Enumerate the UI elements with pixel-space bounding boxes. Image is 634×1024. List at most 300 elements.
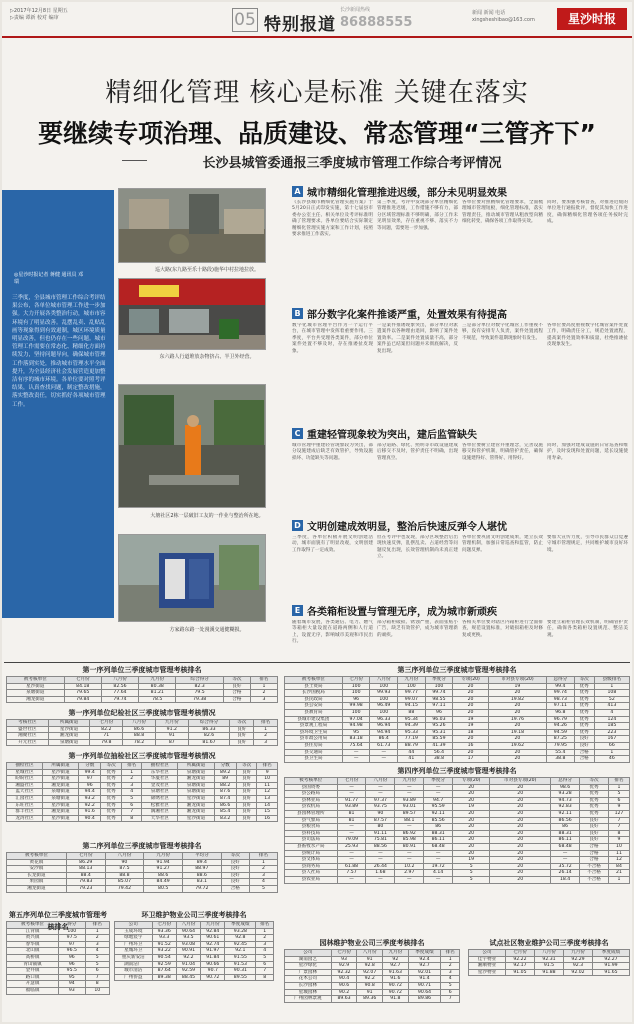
- table-cell: 93.89: [337, 804, 366, 811]
- table-cell: 21: [608, 870, 629, 877]
- table-cell: 10.2: [395, 863, 424, 870]
- table-cell: 优秀: [574, 723, 594, 730]
- table-cell: 93.5: [176, 935, 200, 942]
- table-cell: 100: [370, 683, 398, 690]
- table-cell: 4: [85, 948, 109, 955]
- table-cell: 1: [249, 859, 277, 866]
- table-cell: 县司法局: [285, 837, 338, 844]
- column-header: 排名: [441, 950, 460, 957]
- table-cell: 92.83: [551, 804, 580, 811]
- column-header: 七月份: [331, 950, 357, 957]
- table-cell: 80.38: [139, 683, 176, 690]
- table-cell: 41: [398, 756, 426, 763]
- table-cell: 87.64: [152, 968, 176, 975]
- table-cell: 县文体局: [285, 857, 338, 864]
- table-cell: 县卫生局: [285, 756, 343, 763]
- table-cell: 泉塘街道: [7, 690, 65, 697]
- photo-2-image: [119, 279, 266, 350]
- table-cell: 20: [490, 824, 551, 831]
- table-cell: 优秀: [574, 683, 594, 690]
- table-cell: 55.4: [547, 749, 575, 756]
- column-header: 公司: [285, 950, 332, 957]
- table-row: [285, 850, 630, 857]
- table-cell: 79.42: [105, 885, 144, 892]
- photo-3-image: [119, 385, 266, 508]
- table-cell: 不合格: [580, 876, 609, 883]
- table-cell: 县土资局: [285, 683, 343, 690]
- table-cell: —: [395, 857, 424, 864]
- table-cell: 90.6: [331, 982, 357, 989]
- section-b-col-3: 三是部分单位对数字化城管工作重视不够，没有安排专人负责，案件处置流程不规范，导致案件超期现象时有发生。: [462, 323, 543, 341]
- table-cell: 群丰社区: [7, 809, 43, 816]
- table-row: [285, 843, 630, 850]
- table-cell: 20: [453, 683, 489, 690]
- table-row: [285, 736, 630, 743]
- table-cell: 80: [366, 824, 395, 831]
- table-row: [469, 956, 630, 963]
- table-cell: 100: [342, 683, 370, 690]
- table-cell: 94.26: [547, 723, 575, 730]
- table-cell: 86.33: [188, 726, 230, 733]
- table-row: [7, 815, 278, 822]
- table-cell: 星沙物业: [469, 969, 506, 976]
- table-cell: 92.3: [563, 963, 592, 970]
- table-cell: 96: [79, 782, 101, 789]
- table-cell: 9: [257, 769, 278, 776]
- table-cell: 20: [453, 797, 490, 804]
- column-header: 季度分: [424, 778, 453, 785]
- table-cell: 79.83: [66, 879, 105, 886]
- table-cell: 20: [488, 703, 546, 710]
- table-cell: 81: [337, 810, 366, 817]
- table-cell: 合格: [580, 843, 609, 850]
- table-cell: 20: [453, 703, 489, 710]
- table-cell: 95: [59, 974, 86, 981]
- table-cell: 优秀: [574, 729, 594, 736]
- table-seq3-ranking: [284, 664, 630, 763]
- table-seq1-community: [6, 707, 278, 746]
- table-cell: 7.57: [337, 870, 366, 877]
- table-cell: 85.4: [214, 809, 236, 816]
- table-row: [285, 703, 630, 710]
- table-cell: 湘龙街道: [43, 809, 79, 816]
- table-cell: 8: [608, 830, 629, 837]
- table-cell: 77.64: [101, 690, 138, 697]
- table-cell: 盛世社区: [7, 726, 49, 733]
- table-row: [115, 974, 274, 981]
- table-cell: —: [366, 876, 395, 883]
- table-cell: 合格: [574, 749, 594, 756]
- table-cell: 83.18: [342, 736, 370, 743]
- table-row: [115, 928, 274, 935]
- table-cell: 20: [453, 791, 490, 798]
- table-cell: 92.17: [505, 963, 534, 970]
- table-cell: 9: [608, 804, 629, 811]
- table-cell: 5: [441, 982, 460, 989]
- table-cell: 82.56: [101, 683, 138, 690]
- table-cell: 92.74: [201, 941, 225, 948]
- table-cell: 湖南洁广: [115, 961, 153, 968]
- table-cell: 良好: [221, 879, 249, 886]
- column-header: 所属街道: [48, 720, 90, 727]
- table-cell: 2: [121, 776, 142, 783]
- table-cell: 90.72: [383, 982, 409, 989]
- table-cell: 88.13: [66, 866, 105, 873]
- table-cell: 良好: [236, 795, 257, 802]
- table-cell: 81.67: [188, 739, 230, 746]
- table-cell: 81: [337, 817, 366, 824]
- table-cell: 91.77: [337, 797, 366, 804]
- table-cell: 玉成环境: [115, 928, 153, 935]
- table-cell: 93.01: [395, 804, 424, 811]
- table-cell: 100: [370, 709, 398, 716]
- column-header: 所属街道: [43, 763, 79, 770]
- table-cell: 91.27: [144, 866, 183, 873]
- table-cell: 86.6: [214, 802, 236, 809]
- section-c-heading: [292, 427, 477, 439]
- table-cell: 春华镇: [7, 941, 59, 948]
- headline-line2: 要继续专项治理、品质建设、常态管理“三管齐下”: [38, 119, 596, 148]
- table-cell: 97.11: [425, 703, 453, 710]
- table-cell: 1: [608, 876, 629, 883]
- table-cell: 88: [398, 709, 426, 716]
- table-cell: 江背镇: [7, 928, 59, 935]
- divider-rule: [4, 662, 630, 663]
- column-header: 九月份: [563, 950, 592, 957]
- tip-number: 86888555: [340, 15, 413, 30]
- table-cell: 5: [121, 795, 142, 802]
- table-cell: 6: [121, 802, 142, 809]
- table-cell: 20: [490, 791, 551, 798]
- table-cell: 县环境卫生局: [285, 729, 343, 736]
- table-cell: 92.8: [357, 963, 383, 970]
- table-cell: 88.31: [551, 830, 580, 837]
- table-cell: 湖南园艺: [285, 956, 332, 963]
- table-cell: 3: [256, 941, 274, 948]
- table-cell: 19: [453, 716, 489, 723]
- table-cell: 46: [594, 756, 629, 763]
- table-cell: —: [366, 791, 395, 798]
- section-d-body: [292, 535, 628, 597]
- table-cell: 79.84: [64, 696, 101, 703]
- table-landscape-companies: [284, 937, 460, 1003]
- table-cell: 80.5: [144, 885, 183, 892]
- table-row: [7, 809, 278, 816]
- table-cell: 优秀: [574, 690, 594, 697]
- table-cell: 星沙街道: [178, 815, 214, 822]
- table-cell: 县国资委: [285, 784, 338, 791]
- table-cell: 20: [490, 843, 551, 850]
- table-cell: 2: [249, 866, 277, 873]
- table-cell: 果园镇: [7, 879, 67, 886]
- table-cell: 泉塘街道: [178, 789, 214, 796]
- table-cell: 20: [453, 837, 490, 844]
- table-row: [7, 683, 278, 690]
- table-seq1-spotcheck: [6, 750, 278, 822]
- table-cell: 7: [121, 809, 142, 816]
- table-cell: 38.8: [547, 756, 575, 763]
- column-header: 七月份: [66, 853, 105, 860]
- table-cell: 79.65: [64, 690, 101, 697]
- section-c-col-1: 城市管理中重建轻管现象较为突出，部分设施建成后缺乏有效管护，导致设施损坏、功能缺失等问题。: [292, 443, 373, 461]
- table-cell: —: [395, 784, 424, 791]
- table-cell: —: [424, 850, 453, 857]
- table-cell: 4: [594, 709, 629, 716]
- table-cell: 99.4: [79, 769, 101, 776]
- table-cell: 良好: [221, 872, 249, 879]
- table-cell: 95.59: [424, 804, 453, 811]
- table-cell: 6: [608, 797, 629, 804]
- section-c-col-3: 各单位要树立建管并重理念，完善设施移交和管护机制，明确管护责任，确保设施建得好、管得好、用得好。: [462, 443, 543, 461]
- table-cell: 良好: [574, 742, 594, 749]
- table-cell: 97.04: [342, 716, 370, 723]
- table-header-row: [7, 677, 278, 684]
- table-cell: 良好: [236, 809, 257, 816]
- data-table: [6, 852, 278, 893]
- table-cell: 44: [398, 749, 426, 756]
- table-cell: 56.4: [425, 749, 453, 756]
- table-cell: 98.73: [547, 696, 575, 703]
- table-cell: 17: [453, 756, 489, 763]
- paper-logo: 星沙时报: [557, 8, 627, 30]
- section-a-col-3: 各单位要对照精细化管理要求，全面梳理城市管理短板，细化管理标准，落实管理责任，推动城市管理从粗放型向精细化转变，确保各项工作取得实效。: [462, 200, 543, 225]
- table-cell: 87.6: [214, 789, 236, 796]
- table-cell: 20: [488, 756, 546, 763]
- column-header: 九月份: [155, 720, 188, 727]
- table-cell: 90.2: [331, 989, 357, 996]
- table-cell: 14: [257, 802, 278, 809]
- table-cell: 重庆新安洁: [115, 954, 153, 961]
- table-cell: 93.2: [79, 795, 101, 802]
- table-row: [285, 956, 460, 963]
- table-row: [285, 716, 630, 723]
- table-cell: 开元社区: [7, 739, 49, 746]
- table-cell: 88.8: [123, 733, 156, 740]
- table-cell: 89.86: [408, 996, 441, 1003]
- table-cell: 优秀: [101, 776, 122, 783]
- table-cell: 优秀: [580, 797, 609, 804]
- table-cell: 97.37: [366, 797, 395, 804]
- table-cell: 12: [257, 789, 278, 796]
- table-cell: 87.4: [214, 795, 236, 802]
- table-cell: 星沙绿化: [285, 963, 332, 970]
- table-cell: 91.52: [152, 941, 176, 948]
- table-title: 第一序列单位三季度城市管理考核排名: [82, 666, 202, 674]
- section-b-body: [292, 323, 628, 418]
- table-cell: 99.74: [547, 690, 575, 697]
- table-cell: 89.38: [152, 974, 176, 981]
- table-cell: 10: [608, 843, 629, 850]
- section-b-col-2: 一是案件推诿现象突出，部分单位对派遣案件以各种理由退回，影响了案件处置效率。二是案件处置质量不高，部分案件虽已结案但问题并未彻底解决，反复出现。: [377, 323, 458, 354]
- table-cell: 86.11: [551, 837, 580, 844]
- table-cell: 良好: [236, 776, 257, 783]
- table-cell: 26.14: [551, 870, 580, 877]
- table-cell: 20: [490, 857, 551, 864]
- table-row: [7, 776, 278, 783]
- table-cell: 4: [249, 879, 277, 886]
- section-d-col-1: 三季度，各单位积极开展文明创建活动，城市面貌有了明显改观，文明创建工作取得了一定成效。: [292, 535, 373, 553]
- table-cell: 龙湾社区: [7, 815, 43, 822]
- table-row: [7, 954, 110, 961]
- table-cell: 91.53: [225, 961, 256, 968]
- table-row: [7, 726, 278, 733]
- table-cell: 优秀: [580, 810, 609, 817]
- section-d-col-4: 要加大宣传力度，引导市民群众自觉遵守城市管理规定，共同维护城市良好环境。: [547, 535, 628, 553]
- table-cell: 86.4: [370, 736, 398, 743]
- table-cell: 95.31: [425, 729, 453, 736]
- section-c-title: 重建轻管现象较为突出，建后监管缺失: [307, 429, 477, 441]
- table-cell: 不合格: [580, 870, 609, 877]
- table-cell: 县交通局: [285, 749, 343, 756]
- editors-text: ▷责编 谭新 校对 编审: [10, 15, 59, 21]
- section-d-col-3: 各单位要巩固文明创建成果，建立长效管理机制，加强日常巡查和监管，防止问题反弹。: [462, 535, 543, 553]
- table-cell: 90.66: [201, 961, 225, 968]
- table-row: [115, 935, 274, 942]
- column-header: 九月份: [395, 778, 424, 785]
- table-cell: 86.92: [395, 830, 424, 837]
- sidebar-intro: [2, 190, 114, 618]
- table-cell: 82.6: [188, 733, 230, 740]
- table-cell: 星沙街道: [43, 815, 79, 822]
- table-cell: 90.4: [331, 976, 357, 983]
- photo-sanitation-worker: [118, 384, 266, 508]
- table-cell: 合格: [580, 850, 609, 857]
- table-cell: 优秀: [580, 784, 609, 791]
- table-cell: 97.11: [547, 703, 575, 710]
- column-header: 抽检社区: [7, 763, 43, 770]
- table-row: [7, 872, 278, 879]
- table-cell: 福临镇: [7, 987, 59, 994]
- table-cell: 79.95: [547, 742, 575, 749]
- table-cell: 88.2: [214, 782, 236, 789]
- table-cell: 96.5: [59, 948, 86, 955]
- section-c-letter: C: [292, 428, 303, 439]
- table-cell: 167: [594, 736, 629, 743]
- table-cell: —: [370, 756, 398, 763]
- table-cell: 82.2: [90, 726, 123, 733]
- table-cell: 100: [342, 709, 370, 716]
- table-cell: 2: [85, 935, 109, 942]
- column-header: 等次: [580, 778, 609, 785]
- table-cell: 26.44: [366, 863, 395, 870]
- table-cell: 优秀: [101, 795, 122, 802]
- table-cell: 71: [90, 733, 123, 740]
- section-a-body: [292, 200, 628, 296]
- column-header: 七月份: [152, 922, 176, 929]
- table-cell: 90: [105, 859, 144, 866]
- table-cell: 优秀: [101, 789, 122, 796]
- table-cell: 2.97: [395, 870, 424, 877]
- table-cell: 1: [594, 683, 629, 690]
- table-cell: 93.3: [152, 935, 176, 942]
- table-cell: 88.6: [144, 872, 183, 879]
- table-cell: 86.6: [123, 726, 156, 733]
- table-cell: 县农机局: [285, 804, 338, 811]
- table-cell: 41.39: [425, 742, 453, 749]
- column-header: 分数: [79, 763, 101, 770]
- table-cell: 4: [256, 948, 274, 955]
- table-header-row: [285, 950, 460, 957]
- table-row: [7, 802, 278, 809]
- table-cell: 湘盛社区: [7, 782, 43, 789]
- column-header: 抽检社区: [142, 763, 178, 770]
- column-header: 县级排名: [594, 677, 629, 684]
- table-cell: 泉塘街道: [43, 789, 79, 796]
- data-table: [284, 676, 630, 763]
- table-cell: 20: [490, 876, 551, 883]
- table-cell: 县城市建设集团: [285, 716, 343, 723]
- table-cell: 县市政公用局: [285, 736, 343, 743]
- table-cell: —: [342, 749, 370, 756]
- table-cell: 20: [488, 723, 546, 730]
- table-row: [115, 961, 274, 968]
- table-cell: 84: [608, 863, 629, 870]
- table-cell: 91.11: [366, 830, 395, 837]
- table-cell: 湘龙街道: [7, 885, 67, 892]
- photo-shopfront: [118, 278, 266, 350]
- table-row: [285, 837, 630, 844]
- table-row: [285, 729, 630, 736]
- table-cell: 93.28: [225, 928, 256, 935]
- table-cell: 20: [453, 810, 490, 817]
- table-cell: 金井镇: [7, 968, 59, 975]
- table-cell: 92.11: [424, 810, 453, 817]
- table-cell: 12: [608, 857, 629, 864]
- table-header-row: [469, 950, 630, 957]
- photo-village-demolition: [118, 188, 266, 263]
- column-header: 得分: [59, 922, 86, 929]
- table-cell: 88.97: [182, 866, 221, 873]
- table-cell: 94.94: [370, 729, 398, 736]
- table-cell: 20: [490, 797, 551, 804]
- table-cell: —: [366, 784, 395, 791]
- table-row: [285, 742, 630, 749]
- table-cell: 92.1: [225, 948, 256, 955]
- column-header: 分数: [214, 763, 236, 770]
- table-row: [285, 857, 630, 864]
- column-header: 季度成绩: [225, 922, 256, 929]
- table-cell: —: [424, 857, 453, 864]
- table-cell: 87: [155, 739, 188, 746]
- table-cell: 19: [453, 857, 490, 864]
- data-table: [284, 777, 630, 884]
- table-cell: 良好: [230, 733, 254, 740]
- table-cell: 东旺社区: [7, 802, 43, 809]
- table-cell: 11: [608, 850, 629, 857]
- table-cell: 广州环卫: [115, 941, 153, 948]
- table-cell: 97: [79, 776, 101, 783]
- table-row: [285, 969, 460, 976]
- table-cell: 20: [453, 696, 489, 703]
- table-cell: 95: [342, 729, 370, 736]
- table-row: [7, 733, 278, 740]
- table-row: [7, 941, 110, 948]
- table-row: [115, 954, 274, 961]
- table-cell: 优秀: [580, 804, 609, 811]
- table-row: [7, 968, 110, 975]
- table-cell: 泉塘社区: [142, 789, 178, 796]
- table-cell: 94.7: [424, 797, 453, 804]
- table-cell: 20: [488, 736, 546, 743]
- table-cell: 县教育局: [285, 709, 343, 716]
- table-cell: —: [395, 850, 424, 857]
- table-cell: 20: [453, 817, 490, 824]
- table-cell: 92.32: [331, 969, 357, 976]
- table-cell: 100: [425, 683, 453, 690]
- data-table: [468, 949, 630, 976]
- section-c-col-4: 同时，加强对建成设施的日常巡查和维护，及时发现和处置问题，延长设施使用寿命。: [547, 443, 628, 461]
- table-row: [285, 690, 630, 697]
